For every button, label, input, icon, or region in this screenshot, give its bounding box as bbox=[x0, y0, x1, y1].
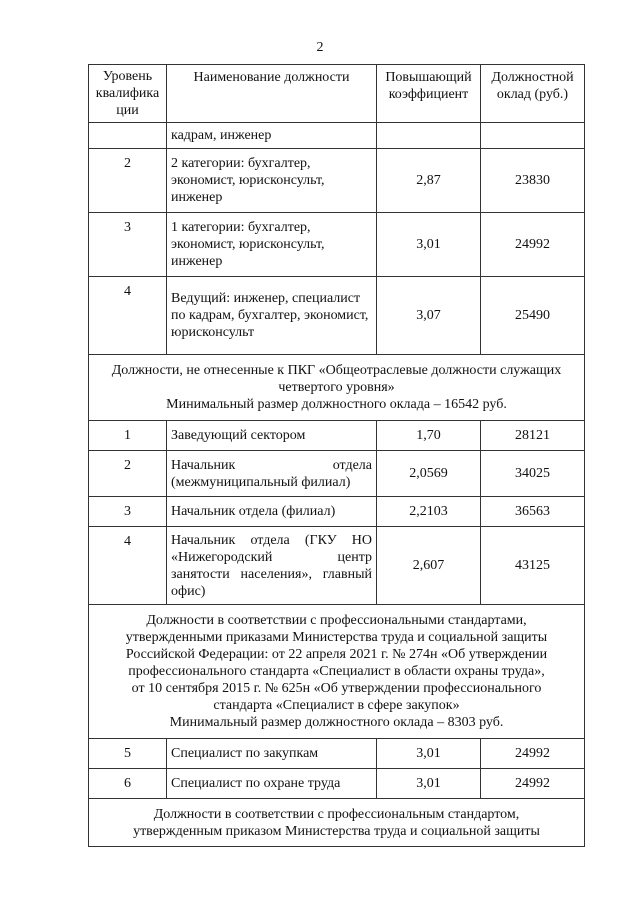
cell-level bbox=[89, 123, 167, 149]
page-number: 2 bbox=[316, 40, 324, 55]
cell-name: Ведущий: инженер, специалист по кадрам, бухгалтер, экономист, юрисконсульт bbox=[167, 277, 377, 355]
salary-table bbox=[88, 64, 585, 847]
cell-coef: 3,01 bbox=[377, 769, 481, 799]
cell-name: 2 категории: бухгалтер, экономист, юрисконсульт, инженер bbox=[167, 149, 377, 213]
header-salary: Должностной оклад (руб.) bbox=[481, 65, 585, 123]
cell-coef: 2,607 bbox=[377, 527, 481, 605]
table-header-row bbox=[89, 65, 585, 123]
cell-salary: 28121 bbox=[481, 421, 585, 451]
cell-level: 6 bbox=[89, 769, 167, 799]
section-header-pkg4: Должности, не отнесенные к ПКГ «Общеотраслевые должности служащих четвертого уровня» Минимальный размер должностного оклада – 16542 руб. bbox=[89, 355, 585, 421]
table-row bbox=[89, 739, 585, 769]
table-row bbox=[89, 421, 585, 451]
cell-coef bbox=[377, 123, 481, 149]
section-header-row bbox=[89, 799, 585, 847]
cell-level: 1 bbox=[89, 421, 167, 451]
cell-coef: 2,87 bbox=[377, 149, 481, 213]
header-coef: Повышающий коэффициент bbox=[377, 65, 481, 123]
cell-name: Заведующий сектором bbox=[167, 421, 377, 451]
cell-salary: 23830 bbox=[481, 149, 585, 213]
header-name: Наименование должности bbox=[167, 65, 377, 123]
table-row bbox=[89, 277, 585, 355]
cell-salary: 24992 bbox=[481, 769, 585, 799]
cell-level: 5 bbox=[89, 739, 167, 769]
table-row bbox=[89, 769, 585, 799]
section-header-prof-standards: Должности в соответствии с профессиональными стандартами, утвержденными приказами Министерства труда и социальной защиты Российской Федерации: от 22 апреля 2021 г. № 274н «Об утверждении профессионального стандарта «Специалист в области охраны труда», от 10 сентября 2015 г. № 625н «Об утверждении профессионального стандарта «Специалист в сфере закупок» Минимальный размер должностного оклада – 8303 руб. bbox=[89, 605, 585, 739]
cell-coef: 3,01 bbox=[377, 739, 481, 769]
cell-coef: 3,07 bbox=[377, 277, 481, 355]
section-header-row bbox=[89, 355, 585, 421]
cell-name: 1 категории: бухгалтер, экономист, юрисконсульт, инженер bbox=[167, 213, 377, 277]
cell-name: Начальник отдела (ГКУ НО «Нижегородский центр занятости населения», главный офис) bbox=[167, 527, 377, 605]
section-header-prof-standard: Должности в соответствии с профессиональным стандартом, утвержденным приказом Министерства труда и социальной защиты bbox=[89, 799, 585, 847]
cell-level: 3 bbox=[89, 213, 167, 277]
cell-name: Специалист по охране труда bbox=[167, 769, 377, 799]
table-row bbox=[89, 123, 585, 149]
cell-salary bbox=[481, 123, 585, 149]
cell-name: Начальник отдела (межмуниципальный филиал) bbox=[167, 451, 377, 497]
cell-salary: 34025 bbox=[481, 451, 585, 497]
cell-level: 4 bbox=[89, 277, 167, 355]
table-row bbox=[89, 149, 585, 213]
header-level: Уровень квалифика ции bbox=[89, 65, 167, 123]
table-row bbox=[89, 497, 585, 527]
cell-name: кадрам, инженер bbox=[167, 123, 377, 149]
cell-level: 2 bbox=[89, 451, 167, 497]
cell-level: 3 bbox=[89, 497, 167, 527]
cell-coef: 3,01 bbox=[377, 213, 481, 277]
cell-level: 2 bbox=[89, 149, 167, 213]
cell-salary: 24992 bbox=[481, 213, 585, 277]
table-row bbox=[89, 213, 585, 277]
table-row bbox=[89, 527, 585, 605]
cell-coef: 2,0569 bbox=[377, 451, 481, 497]
cell-salary: 36563 bbox=[481, 497, 585, 527]
cell-salary: 25490 bbox=[481, 277, 585, 355]
cell-salary: 24992 bbox=[481, 739, 585, 769]
cell-salary: 43125 bbox=[481, 527, 585, 605]
cell-coef: 1,70 bbox=[377, 421, 481, 451]
section-header-row bbox=[89, 605, 585, 739]
table-row bbox=[89, 451, 585, 497]
cell-name: Специалист по закупкам bbox=[167, 739, 377, 769]
cell-level: 4 bbox=[89, 527, 167, 605]
cell-coef: 2,2103 bbox=[377, 497, 481, 527]
cell-name: Начальник отдела (филиал) bbox=[167, 497, 377, 527]
